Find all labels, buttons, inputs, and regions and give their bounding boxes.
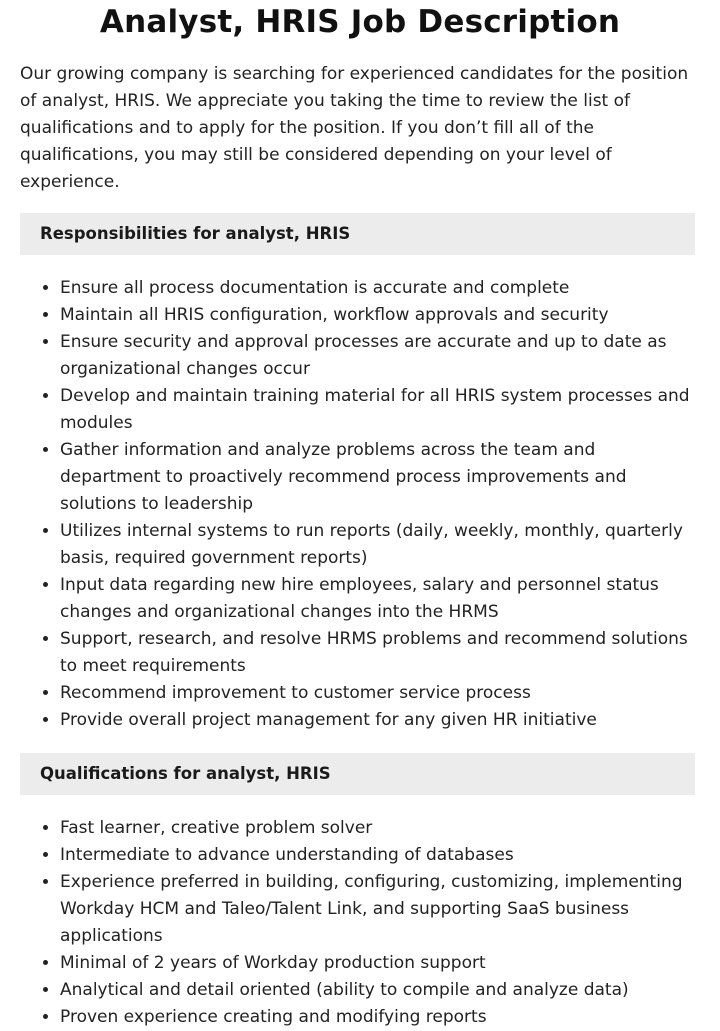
- list-item: • Recommend improvement to customer service process: [60, 680, 695, 707]
- list-item: • Develop and maintain training material for all HRIS system processes and modules: [60, 383, 695, 437]
- responsibilities-heading: Responsibilities for analyst, HRIS: [20, 213, 695, 255]
- list-item: • Intermediate to advance understanding of databases: [60, 842, 695, 869]
- qualifications-heading: Qualifications for analyst, HRIS: [20, 753, 695, 795]
- list-item: • Analytical and detail oriented (ability to compile and analyze data): [60, 977, 695, 1004]
- intro-paragraph: Our growing company is searching for experienced candidates for the position of analyst, HRIS. We appreciate you taking the time to review the list of qualifications and to apply for the position. If you don’t fill all of the qualifications, you may still be considered depending on your level of experience.: [20, 64, 689, 192]
- list-item: • Input data regarding new hire employees, salary and personnel status changes and organizational changes into the HRMS: [60, 572, 695, 626]
- list-item: • Minimal of 2 years of Workday production support: [60, 950, 695, 977]
- list-item: • Utilizes internal systems to run reports (daily, weekly, monthly, quarterly basis, required government reports): [60, 518, 695, 572]
- list-item: • Ensure all process documentation is accurate and complete: [60, 275, 695, 302]
- list-item: • Experience preferred in building, configuring, customizing, implementing Workday HCM and Taleo/Talent Link, and supporting SaaS business applications: [60, 869, 695, 950]
- list-item: • Provide overall project management for any given HR initiative: [60, 707, 695, 734]
- list-item: • Fast learner, creative problem solver: [60, 815, 695, 842]
- list-item: • Support, research, and resolve HRMS problems and recommend solutions to meet requirements: [60, 626, 695, 680]
- page-title: Analyst, HRIS Job Description: [99, 4, 621, 40]
- responsibilities-list: [20, 275, 695, 734]
- qualifications-list: [20, 815, 695, 1031]
- list-item: • Gather information and analyze problems across the team and department to proactively recommend process improvements and solutions to leadership: [60, 437, 695, 518]
- list-item: • Ensure security and approval processes are accurate and up to date as organizational changes occur: [60, 329, 695, 383]
- list-item: • Proven experience creating and modifying reports: [60, 1004, 695, 1031]
- list-item: • Maintain all HRIS configuration, workflow approvals and security: [60, 302, 695, 329]
